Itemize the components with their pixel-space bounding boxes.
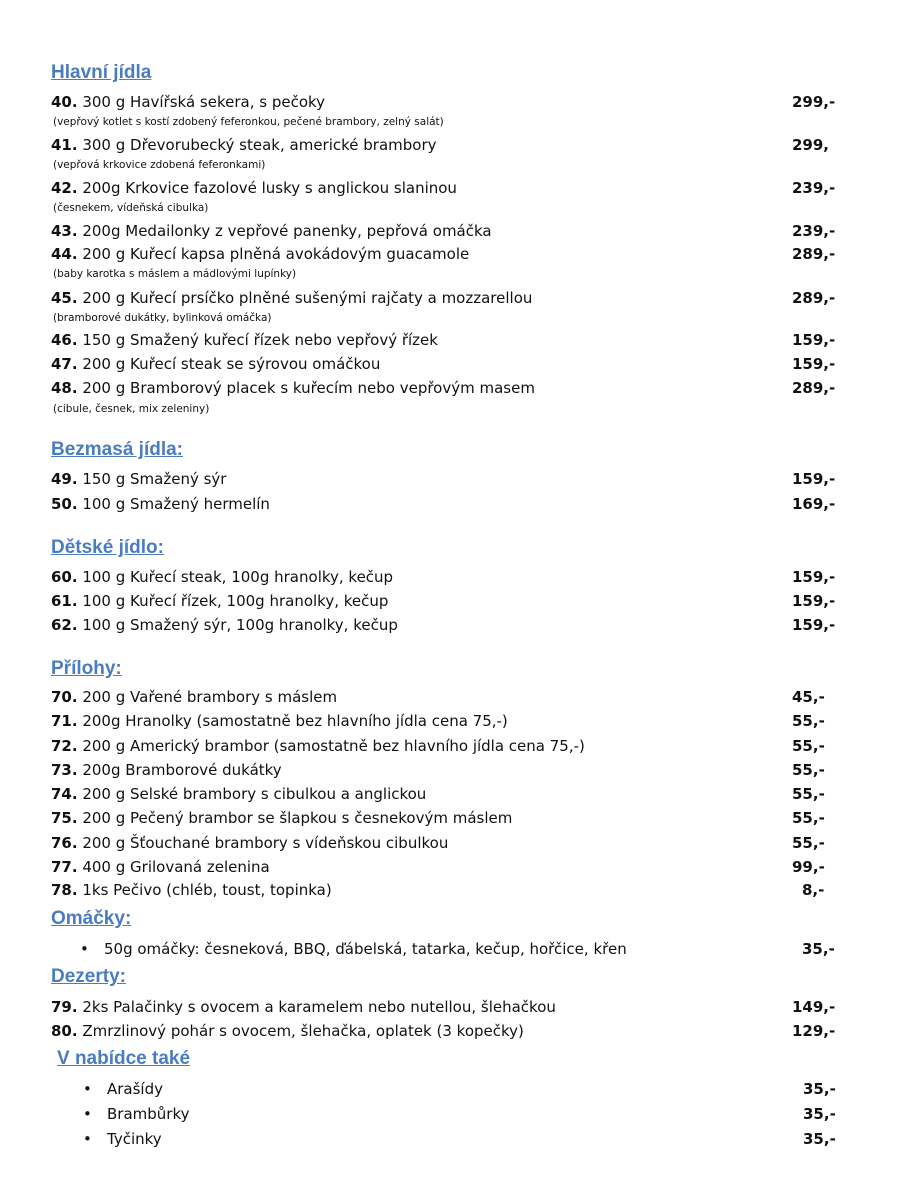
also-item-peanuts xyxy=(83,1078,883,1100)
menu-item-73 xyxy=(51,759,851,781)
menu-item-43 xyxy=(51,220,851,242)
item-price: 55,- xyxy=(792,809,825,827)
item-description: (bramborové dukátky, bylinková omáčka) xyxy=(53,312,272,324)
item-name: 200 g Kuřecí prsíčko plněné sušenými rajčaty a mozzarellou xyxy=(77,289,533,307)
item-name: 100 g Smažený sýr, 100g hranolky, kečup xyxy=(77,616,398,634)
item-price: 35,- xyxy=(803,1080,836,1098)
item-name: 200 g Bramborový placek s kuřecím nebo vepřovým masem xyxy=(77,379,535,397)
item-number: 44. xyxy=(51,245,78,263)
menu-item-47 xyxy=(51,353,851,375)
menu-item-41 xyxy=(51,134,851,156)
menu-item-61 xyxy=(51,590,851,612)
item-name: 200 g Kuřecí kapsa plněná avokádovým guacamole xyxy=(77,245,470,263)
menu-item-77 xyxy=(51,856,851,878)
item-number: 77. xyxy=(51,858,78,876)
item-name: Tyčinky xyxy=(107,1130,162,1148)
section-heading-kids: Dětské jídlo: xyxy=(51,537,164,558)
item-name: 200g Krkovice fazolové lusky s anglickou slaninou xyxy=(77,179,457,197)
item-price: 159,- xyxy=(792,568,836,586)
item-price: 35,- xyxy=(802,940,835,958)
item-name: 1ks Pečivo (chléb, toust, topinka) xyxy=(77,881,332,899)
item-name: 200 g Vařené brambory s máslem xyxy=(77,688,338,706)
item-description: (vepřová krkovice zdobená feferonkami) xyxy=(53,159,266,171)
item-description: (česnekem, vídeňská cibulka) xyxy=(53,202,209,214)
bullet-point: • xyxy=(83,1130,92,1148)
item-name: 200 g Kuřecí steak se sýrovou omáčkou xyxy=(77,355,381,373)
menu-item-79 xyxy=(51,996,851,1018)
item-name: 400 g Grilovaná zelenina xyxy=(77,858,270,876)
bullet-point: • xyxy=(83,1080,92,1098)
item-description: (cibule, česnek, mix zeleniny) xyxy=(53,403,210,415)
item-name: 50g omáčky: česneková, BBQ, ďábelská, tatarka, kečup, hořčice, křen xyxy=(104,940,627,958)
menu-item-76 xyxy=(51,832,851,854)
item-price: 55,- xyxy=(792,712,825,730)
menu-item-75 xyxy=(51,807,851,829)
item-number: 42. xyxy=(51,179,78,197)
item-price: 299, xyxy=(792,136,830,154)
item-number: 60. xyxy=(51,568,78,586)
bullet-point: • xyxy=(80,940,89,958)
menu-item-62 xyxy=(51,614,851,636)
item-name: 150 g Smažený sýr xyxy=(77,470,227,488)
menu-item-78 xyxy=(51,879,851,901)
bullet-point: • xyxy=(83,1105,92,1123)
item-price: 129,- xyxy=(792,1022,836,1040)
item-price: 8,- xyxy=(802,881,825,899)
section-heading-main: Hlavní jídla xyxy=(51,62,152,83)
item-number: 75. xyxy=(51,809,78,827)
item-number: 50. xyxy=(51,495,78,513)
item-price: 55,- xyxy=(792,761,825,779)
item-price: 45,- xyxy=(792,688,825,706)
menu-item-48 xyxy=(51,377,851,399)
item-name: 300 g Dřevorubecký steak, americké brambory xyxy=(77,136,437,154)
item-name: 300 g Havířská sekera, s pečoky xyxy=(77,93,326,111)
item-number: 79. xyxy=(51,998,78,1016)
item-number: 72. xyxy=(51,737,78,755)
item-price: 55,- xyxy=(792,834,825,852)
item-name: Brambůrky xyxy=(107,1105,190,1123)
menu-item-70 xyxy=(51,686,851,708)
item-number: 40. xyxy=(51,93,78,111)
item-number: 47. xyxy=(51,355,78,373)
item-number: 62. xyxy=(51,616,78,634)
also-item-chips xyxy=(83,1103,883,1125)
item-description: (baby karotka s máslem a mádlovými lupínky) xyxy=(53,268,297,280)
item-price: 149,- xyxy=(792,998,836,1016)
menu-item-46 xyxy=(51,329,851,351)
item-name: Arašídy xyxy=(107,1080,164,1098)
section-heading-desserts: Dezerty: xyxy=(51,966,126,987)
item-price: 159,- xyxy=(792,616,836,634)
section-heading-sides: Přílohy: xyxy=(51,658,122,679)
menu-item-72 xyxy=(51,735,851,757)
item-name: 200g Hranolky (samostatně bez hlavního jídla cena 75,-) xyxy=(77,712,508,730)
item-name: 100 g Kuřecí steak, 100g hranolky, kečup xyxy=(77,568,394,586)
item-price: 159,- xyxy=(792,355,836,373)
item-price: 239,- xyxy=(792,179,836,197)
menu-item-42 xyxy=(51,177,851,199)
item-price: 299,- xyxy=(792,93,836,111)
sauce-item xyxy=(80,938,880,960)
item-name: 200g Medailonky z vepřové panenky, pepřová omáčka xyxy=(77,222,492,240)
item-name: Zmrzlinový pohár s ovocem, šlehačka, oplatek (3 kopečky) xyxy=(77,1022,524,1040)
menu-item-50 xyxy=(51,493,851,515)
item-price: 159,- xyxy=(792,470,836,488)
item-price: 289,- xyxy=(792,289,836,307)
item-name: 200 g Šťouchané brambory s vídeňskou cibulkou xyxy=(77,834,449,852)
item-name: 200g Bramborové dukátky xyxy=(77,761,282,779)
menu-item-45 xyxy=(51,287,851,309)
item-number: 74. xyxy=(51,785,78,803)
section-heading-meatless: Bezmasá jídla: xyxy=(51,439,183,460)
menu-item-80 xyxy=(51,1020,851,1042)
item-price: 239,- xyxy=(792,222,836,240)
section-heading-sauces: Omáčky: xyxy=(51,908,132,929)
item-price: 35,- xyxy=(803,1130,836,1148)
item-price: 169,- xyxy=(792,495,836,513)
item-number: 80. xyxy=(51,1022,78,1040)
item-price: 35,- xyxy=(803,1105,836,1123)
item-price: 159,- xyxy=(792,592,836,610)
item-name: 200 g Pečený brambor se šlapkou s česnekovým máslem xyxy=(77,809,513,827)
item-price: 289,- xyxy=(792,379,836,397)
item-number: 45. xyxy=(51,289,78,307)
item-description: (vepřový kotlet s kostí zdobený feferonkou, pečené brambory, zelný salát) xyxy=(53,116,444,128)
menu-item-71 xyxy=(51,710,851,732)
item-number: 71. xyxy=(51,712,78,730)
item-number: 70. xyxy=(51,688,78,706)
section-heading-also: V nabídce také xyxy=(57,1048,191,1069)
item-name: 100 g Kuřecí řízek, 100g hranolky, kečup xyxy=(77,592,389,610)
menu-item-40 xyxy=(51,91,851,113)
item-number: 61. xyxy=(51,592,78,610)
item-price: 159,- xyxy=(792,331,836,349)
item-name: 200 g Americký brambor (samostatně bez hlavního jídla cena 75,-) xyxy=(77,737,585,755)
item-name: 2ks Palačinky s ovocem a karamelem nebo nutellou, šlehačkou xyxy=(77,998,556,1016)
item-number: 41. xyxy=(51,136,78,154)
menu-item-49 xyxy=(51,468,851,490)
item-name: 100 g Smažený hermelín xyxy=(77,495,270,513)
item-number: 48. xyxy=(51,379,78,397)
item-number: 46. xyxy=(51,331,78,349)
item-name: 200 g Selské brambory s cibulkou a anglickou xyxy=(77,785,427,803)
item-number: 43. xyxy=(51,222,78,240)
menu-item-60 xyxy=(51,566,851,588)
item-price: 289,- xyxy=(792,245,836,263)
menu-item-44 xyxy=(51,243,851,265)
item-price: 55,- xyxy=(792,737,825,755)
item-price: 99,- xyxy=(792,858,825,876)
item-number: 76. xyxy=(51,834,78,852)
item-number: 78. xyxy=(51,881,78,899)
item-number: 49. xyxy=(51,470,78,488)
menu-item-74 xyxy=(51,783,851,805)
also-item-sticks xyxy=(83,1128,883,1150)
item-price: 55,- xyxy=(792,785,825,803)
item-number: 73. xyxy=(51,761,78,779)
item-name: 150 g Smažený kuřecí řízek nebo vepřový řízek xyxy=(77,331,438,349)
